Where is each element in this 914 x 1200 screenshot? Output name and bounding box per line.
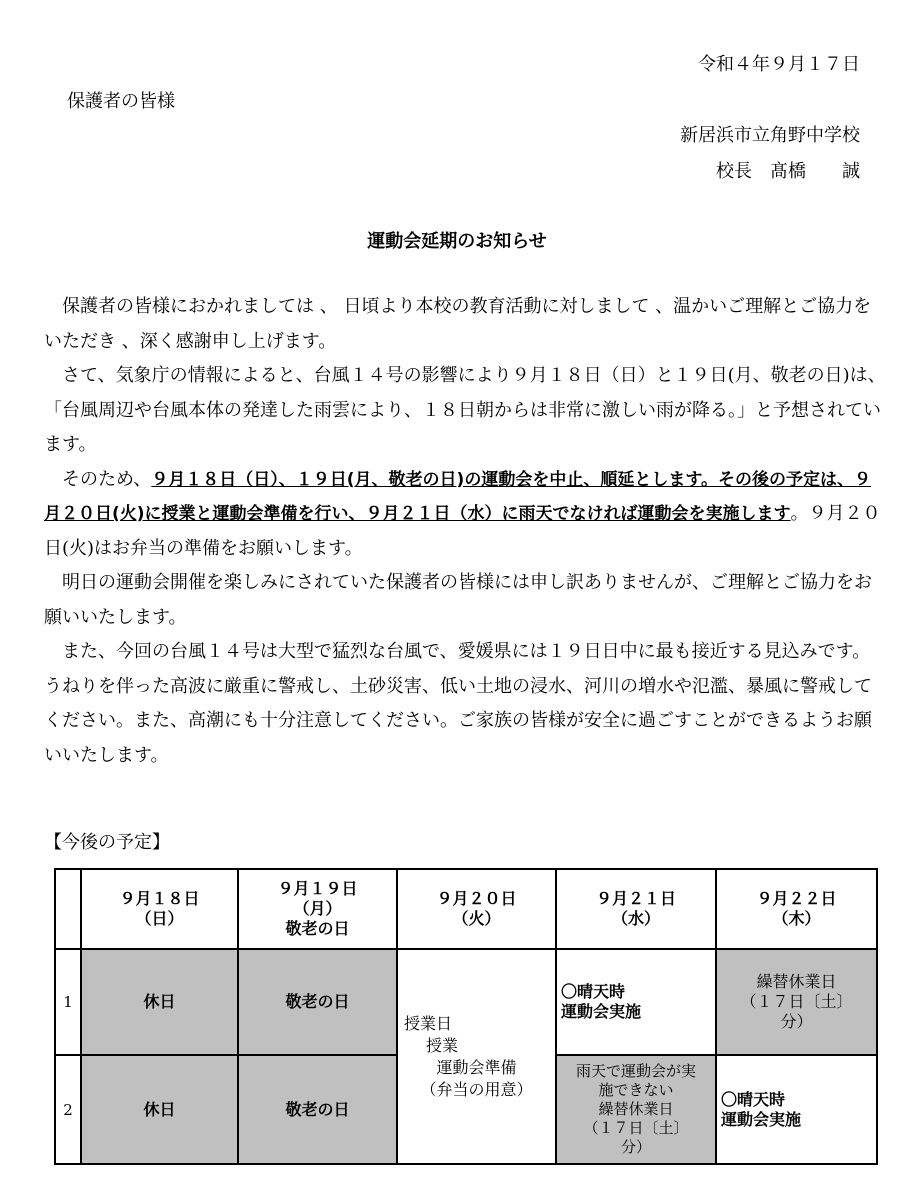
paragraph-weather: さて、気象庁の情報によると、台風１４号の影響により９月１８日（日）と１９日(月、敬老の日)は、「台風周辺や台風本体の発達した雨雲により、１８日朝からは非常に激しい雨が降る。」と予想されています。 [44,365,886,455]
cell-sep22-plan1 [716,949,877,1055]
cell-sep18-plan2: 休日 [81,1055,238,1164]
sep22-line: 運動会実施 [721,1109,802,1129]
row-number: 1 [55,949,81,1055]
cell-sep21-plan2 [556,1055,716,1164]
header-date: ９月１８日 [119,889,200,908]
sep22-line: 分） [780,1012,813,1031]
header-weekday: （水） [611,909,660,928]
principal-name: 校長 髙橋 誠 [716,161,860,182]
letter-date: 令和４年９月１７日 [698,54,860,75]
paragraph-apology: 明日の運動会開催を楽しみにされていた保護者の皆様には申し訳ありませんが、ご理解とご協力をお願いいたします。 [44,572,872,628]
header-weekday: （木） [772,909,821,928]
cell-sep19-plan2: 敬老の日 [238,1055,397,1164]
header-weekday: （月） [293,899,342,918]
schedule-label: 【今後の予定】 [44,832,170,853]
header-blank [55,869,81,949]
postponement-suffix: 。９月２０日(火)はお弁当の準備をお願いします。 [44,503,881,559]
sep21-line: 〇晴天時 [561,982,626,1001]
letter-body [44,290,886,773]
cell-sep22-plan2 [716,1055,877,1164]
header-sep22 [716,869,877,949]
header-weekday: （火） [452,909,501,928]
schedule-header-row [55,869,877,949]
header-sep18 [81,869,238,949]
sep21-line: 分） [620,1138,651,1156]
header-date: ９月２１日 [595,889,676,908]
sep20-line: 授業日 [404,1013,453,1033]
header-sep20 [397,869,556,949]
postponement-notice: ９月１８日（日）、１９日(月、敬老の日)の運動会を中止、順延とします。その後の予定は、９月２０日(火)に授業と運動会準備を行い、９月２１日（水）に雨天でなければ運動会を実施します [44,469,871,524]
cell-sep19-plan1: 敬老の日 [238,949,397,1055]
postponement-prefix: そのため、 [62,468,152,490]
header-date: ９月１９日 [277,879,358,898]
sep21-line: 運動会実施 [561,1002,642,1021]
cell-sep20 [397,949,556,1164]
header-sep21 [556,869,716,949]
header-weekday: （日） [135,909,184,928]
sep21-line: 雨天で運動会が実 [575,1062,696,1080]
paragraph-warning: また、今回の台風１４号は大型で猛烈な台風で、愛媛県には１９日日中に最も接近する見込みです。うねりを伴った高波に厳重に警戒し、土砂災害、低い土地の浸水、河川の増水や氾濫、暴風に警戒してください。また、高潮にも十分注意してください。ご家族の皆様が安全に過ごすことができるようお願いいたします。 [44,641,872,766]
paragraph-greeting: 保護者の皆様におかれましては 、 日頃より本校の教育活動に対しまして 、温かいご理解とご協力をいただき 、深く感謝申し上げます。 [44,296,872,352]
schedule-table [54,868,878,1165]
paragraph-postponement [44,463,886,567]
sep20-line: 授業 [426,1035,459,1055]
sep20-line: 運動会準備 [436,1057,517,1077]
sep22-line: 〇晴天時 [721,1089,786,1109]
school-name: 新居浜市立角野中学校 [680,125,860,146]
header-date: ９月２０日 [436,889,517,908]
sep21-line: 施できない [598,1081,674,1099]
document-title: 運動会延期のお知らせ [367,231,547,252]
row-number: 2 [55,1055,81,1164]
sep22-line: 繰替休業日 [756,972,837,991]
cell-sep21-plan1 [556,949,716,1055]
cell-sep18-plan1: 休日 [81,949,238,1055]
header-date: ９月２２日 [756,889,837,908]
sep21-line: 繰替休業日 [598,1100,674,1118]
recipient: 保護者の皆様 [67,91,175,112]
sep22-line: （１７日〔土〕 [740,992,853,1011]
sep20-line: （弁当の用意） [420,1079,533,1099]
header-holiday: 敬老の日 [285,919,350,938]
sep21-line: （１７日〔土〕 [583,1119,689,1137]
schedule-row-1 [55,949,877,1055]
header-sep19 [238,869,397,949]
